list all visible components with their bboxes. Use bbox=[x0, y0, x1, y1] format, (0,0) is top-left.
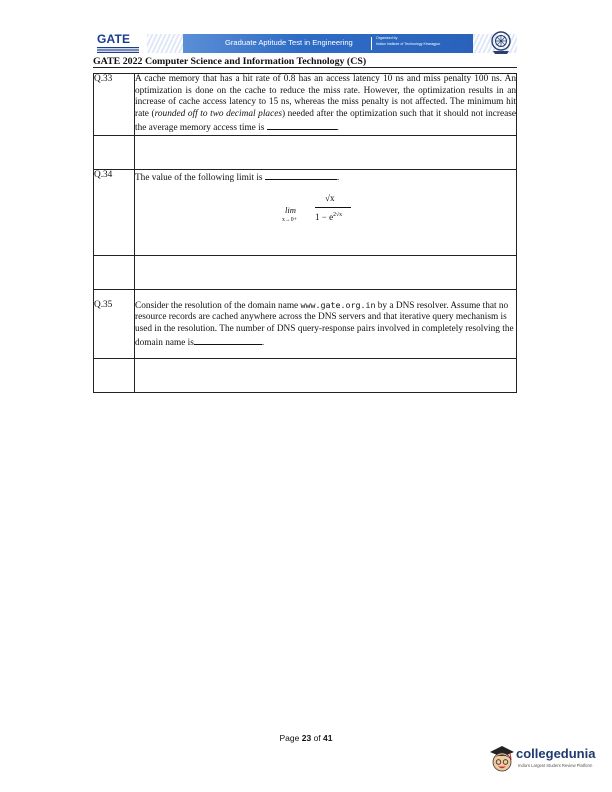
page-total: 41 bbox=[323, 733, 333, 743]
banner-separator bbox=[371, 37, 372, 50]
answer-cell bbox=[135, 135, 517, 169]
collegedunia-watermark bbox=[484, 744, 604, 778]
answer-blank bbox=[265, 170, 337, 180]
question-row bbox=[94, 74, 517, 136]
iit-emblem-icon bbox=[490, 31, 512, 55]
banner-title: Graduate Aptitude Test in Engineering bbox=[225, 38, 353, 47]
banner-fill bbox=[183, 34, 473, 53]
document-title: GATE 2022 Computer Science and Information Technology (CS) bbox=[93, 56, 367, 67]
organised-by-label: Organised by bbox=[376, 36, 398, 40]
answer-cell bbox=[135, 358, 517, 392]
answer-cell-left bbox=[94, 255, 135, 289]
brand-name: collegedunia bbox=[516, 746, 596, 761]
formula-denominator bbox=[315, 210, 342, 224]
answer-row bbox=[94, 135, 517, 169]
domain-name: www.gate.org.in bbox=[300, 299, 376, 310]
answer-row bbox=[94, 358, 517, 392]
header-banner bbox=[93, 30, 517, 56]
formula-denominator-base: 1 − e bbox=[315, 211, 334, 222]
answer-blank bbox=[194, 335, 262, 345]
answer-cell bbox=[135, 255, 517, 289]
formula-lim: lim bbox=[285, 204, 296, 215]
formula-numerator: √x bbox=[325, 192, 335, 203]
title-rule bbox=[93, 67, 517, 68]
question-text bbox=[135, 74, 517, 136]
page-of: of bbox=[313, 733, 321, 743]
question-text-part: A cache memory that has a hit rate of 0.8 has an access latency 10 ns and miss penalty 100 ns. An optimization is done on the cache to reduce the miss rate. However, the optimization results in an increase of cache access latency to 15 ns, whereas the miss penalty is not affected. The minimum hit rate ( bbox=[135, 74, 516, 119]
gate-logo-text: GATE bbox=[97, 32, 131, 46]
question-number: Q.35 bbox=[94, 289, 135, 358]
formula-fraction-bar bbox=[315, 207, 351, 208]
question-number: Q.33 bbox=[94, 74, 135, 136]
page-label: Page bbox=[279, 733, 300, 743]
question-text-end: . bbox=[336, 123, 339, 134]
answer-row bbox=[94, 255, 517, 289]
question-text-part: by a DNS resolver. Assume that no resource records are cached anywhere across the DNS servers and that iterative query mechanism is used in the resolution. The number of DNS query-response pairs involved in completely resolving the domain name is bbox=[135, 300, 514, 349]
question-row bbox=[94, 169, 517, 255]
question-row bbox=[94, 289, 517, 358]
answer-cell-left bbox=[94, 358, 135, 392]
banner-bar bbox=[147, 34, 517, 53]
answer-cell-left bbox=[94, 135, 135, 169]
gate-logo bbox=[93, 30, 145, 56]
mascot-icon bbox=[488, 744, 516, 776]
question-text-part: The value of the following limit is bbox=[135, 172, 263, 183]
question-table bbox=[93, 73, 517, 393]
limit-formula bbox=[135, 185, 516, 233]
brand-tagline: India's Largest Student Review Platform bbox=[518, 763, 593, 768]
page-current: 23 bbox=[301, 733, 312, 743]
page-number bbox=[0, 733, 612, 743]
question-number: Q.34 bbox=[94, 169, 135, 255]
question-text bbox=[135, 169, 517, 255]
question-text-part: ) needed after the optimization such that it should not increase the average memory access time is bbox=[135, 108, 516, 134]
question-text-part: Consider the resolution of the domain name bbox=[135, 300, 299, 311]
formula-subscript: x→0+ bbox=[282, 216, 297, 223]
question-text-italic: rounded off to two decimal places bbox=[154, 108, 282, 119]
gate-logo-stripes bbox=[97, 47, 139, 53]
question-text-end: . bbox=[261, 338, 265, 349]
question-text-end: . bbox=[336, 172, 340, 183]
answer-blank bbox=[267, 120, 337, 130]
formula-exponent: 2√x bbox=[333, 211, 343, 218]
question-text bbox=[135, 289, 517, 358]
organizer-name: Indian Institute of Technology Kharagpur bbox=[376, 42, 441, 46]
